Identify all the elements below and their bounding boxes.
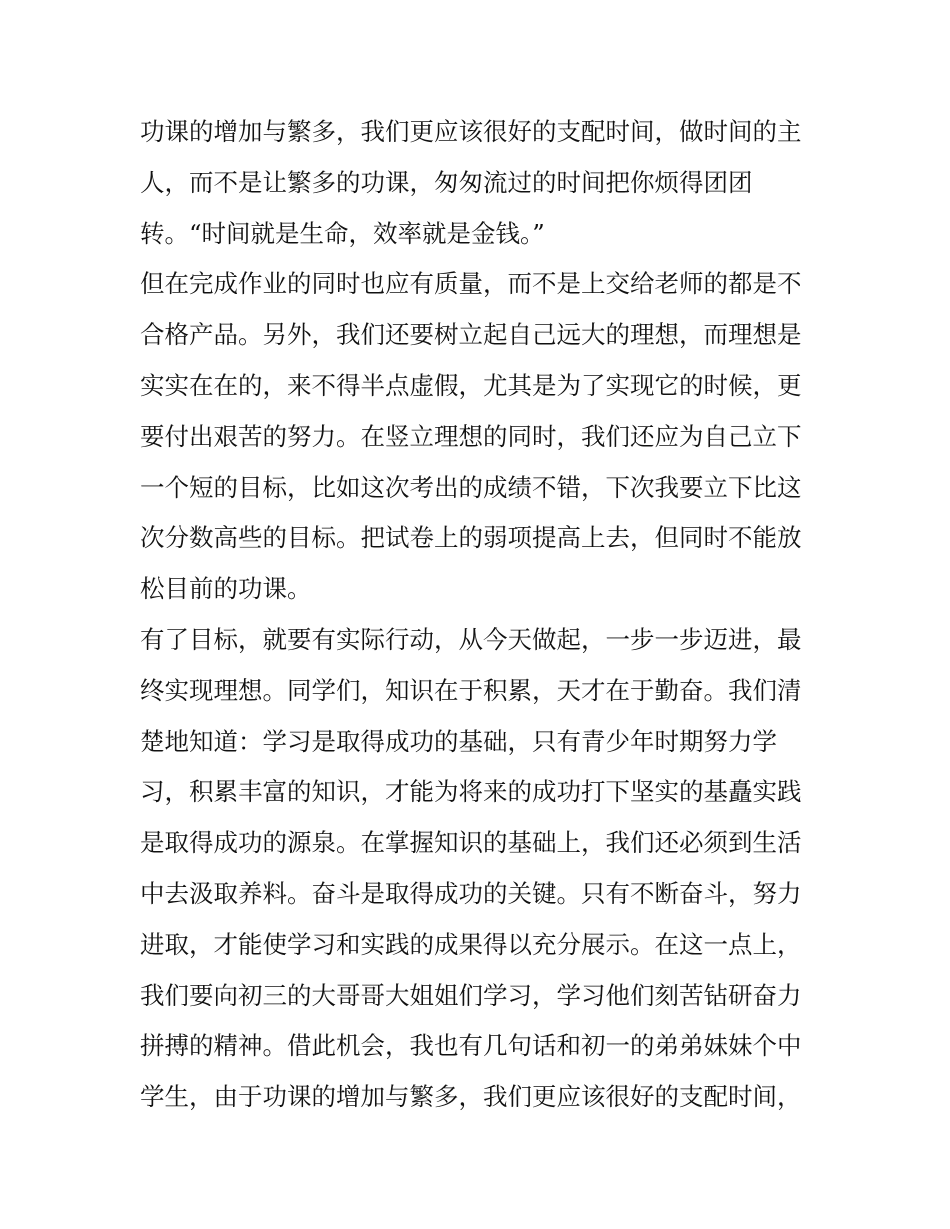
text-line: 终实现理想。同学们，知识在于积累，天才在于勤奋。我们清 (140, 675, 802, 705)
text-line: 进取，才能使学习和实践的成果得以充分展示。在这一点上， (140, 929, 802, 959)
text-line: 是取得成功的源泉。在掌握知识的基础上，我们还必须到生活 (140, 828, 802, 858)
text-line: 人，而不是让繁多的功课，匆匆流过的时间把你烦得团团 (140, 167, 753, 197)
text-line: 我们要向初三的大哥哥大姐姐们学习，学习他们刻苦钻研奋力 (140, 980, 802, 1010)
text-line: 松目前的功课。 (140, 574, 312, 604)
text-line: 有了目标，就要有实际行动，从今天做起，一步一步迈进，最 (140, 624, 802, 654)
text-line: 实实在在的，来不得半点虚假，尤其是为了实现它的时候，更 (140, 370, 802, 400)
text-line: 一个短的目标，比如这次考出的成绩不错，下次我要立下比这 (140, 472, 802, 502)
text-line: 中去汲取养料。奋斗是取得成功的关键。只有不断奋斗，努力 (140, 878, 802, 908)
text-line: 转。“时间就是生命，效率就是金钱。” (140, 218, 545, 248)
text-line: 合格产品。另外，我们还要树立起自己远大的理想，而理想是 (140, 320, 802, 350)
text-line: 习，积累丰富的知识，才能为将来的成功打下坚实的基矗实践 (140, 777, 802, 807)
document-body (140, 107, 820, 1123)
text-line: 但在完成作业的同时也应有质量，而不是上交给老师的都是不 (140, 269, 802, 299)
text-line: 次分数高些的目标。把试卷上的弱项提高上去，但同时不能放 (140, 523, 802, 553)
text-line: 学生，由于功课的增加与繁多，我们更应该很好的支配时间， (140, 1082, 802, 1112)
text-line: 楚地知道：学习是取得成功的基础，只有青少年时期努力学 (140, 726, 777, 756)
text-line: 要付出艰苦的努力。在竖立理想的同时，我们还应为自己立下 (140, 421, 802, 451)
text-line: 拼搏的精神。借此机会，我也有几句话和初一的弟弟妹妹个中 (140, 1031, 802, 1061)
text-line: 功课的增加与繁多，我们更应该很好的支配时间，做时间的主 (140, 117, 802, 146)
